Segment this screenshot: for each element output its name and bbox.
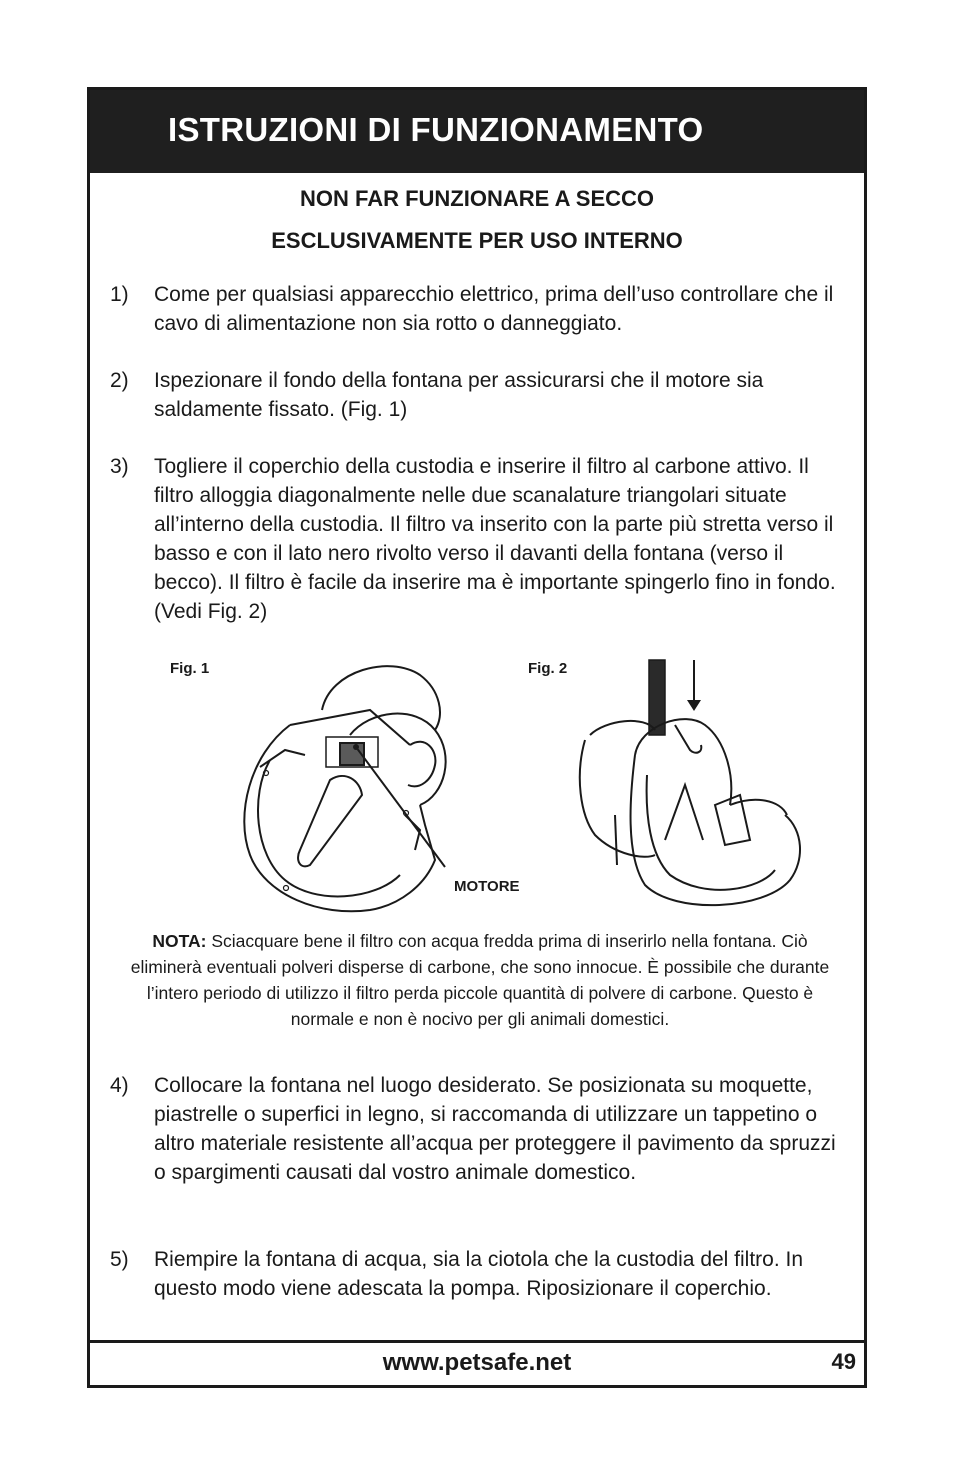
step-number: 4) bbox=[110, 1074, 129, 1097]
step-number: 5) bbox=[110, 1248, 129, 1271]
warning-dry-run: NON FAR FUNZIONARE A SECCO bbox=[299, 186, 655, 211]
arrow-down-icon bbox=[687, 700, 701, 711]
page-frame bbox=[87, 87, 867, 1388]
step-4 bbox=[110, 1071, 850, 1187]
step-3 bbox=[110, 452, 850, 626]
fig2-label: Fig. 2 bbox=[528, 660, 568, 677]
step-text: Come per qualsiasi apparecchio elettrico, prima dell’uso controllare che il cavo di alimentazione non sia rotto o danneggiato. bbox=[154, 283, 834, 335]
step-number: 3) bbox=[110, 455, 129, 478]
step-text: Collocare la fontana nel luogo desiderato. Se posizionata su moquette, piastrelle o superfici in legno, si raccomanda di utilizzare un tappetino o altro materiale resistente all’acqua per proteggere il pavimento da spruzzi o spargimenti causati dal vostro animale domestico. bbox=[154, 1074, 836, 1184]
website-link[interactable]: www.petsafe.net bbox=[382, 1349, 572, 1376]
step-text: Ispezionare il fondo della fontana per assicurarsi che il motore sia saldamente fissato. (Fig. 1) bbox=[154, 369, 764, 421]
note-text: Sciacquare bene il filtro con acqua fredda prima di inserirlo nella fontana. Ciò eliminerà eventuali polveri disperse di carbone, che sono innocue. È possibile che durante l’intero periodo di utilizzo il filtro perda piccole quantità di polvere di carbone. Questo è normale e non è nocivo per gli animali domestici. bbox=[130, 931, 830, 1029]
note-label: NOTA: bbox=[152, 931, 207, 951]
fig2-filter-insertion-illustration bbox=[575, 655, 810, 920]
note-block bbox=[130, 928, 830, 1032]
step-number: 2) bbox=[110, 369, 129, 392]
step-text: Riempire la fontana di acqua, sia la ciotola che la custodia del filtro. In questo modo viene adescata la pompa. Riposizionare il coperchio. bbox=[154, 1248, 804, 1300]
fig1-label: Fig. 1 bbox=[170, 660, 210, 677]
step-5 bbox=[110, 1245, 850, 1303]
step-text: Togliere il coperchio della custodia e inserire il filtro al carbone attivo. Il filtro alloggia diagonalmente nelle due scanalature triangolari situate all’interno della custodia. Il filtro va inserito con la parte più stretta verso il basso e con il lato nero rivolto verso il davanti della fontana (verso il becco). Il filtro è facile da inserire ma è importante spingerlo fino in fondo. (Vedi Fig. 2) bbox=[154, 455, 836, 623]
page-title: ISTRUZIONI DI FUNZIONAMENTO bbox=[168, 111, 704, 148]
page-number: 49 bbox=[831, 1349, 856, 1374]
motor-label: MOTORE bbox=[454, 878, 520, 895]
fig1-fountain-bottom-illustration bbox=[230, 655, 490, 920]
step-1 bbox=[110, 280, 850, 338]
step-number: 1) bbox=[110, 283, 129, 306]
step-2 bbox=[110, 366, 850, 424]
section-header bbox=[90, 90, 864, 173]
warning-indoor-use: ESCLUSIVAMENTE PER USO INTERNO bbox=[271, 228, 683, 253]
page-footer bbox=[90, 1340, 864, 1385]
